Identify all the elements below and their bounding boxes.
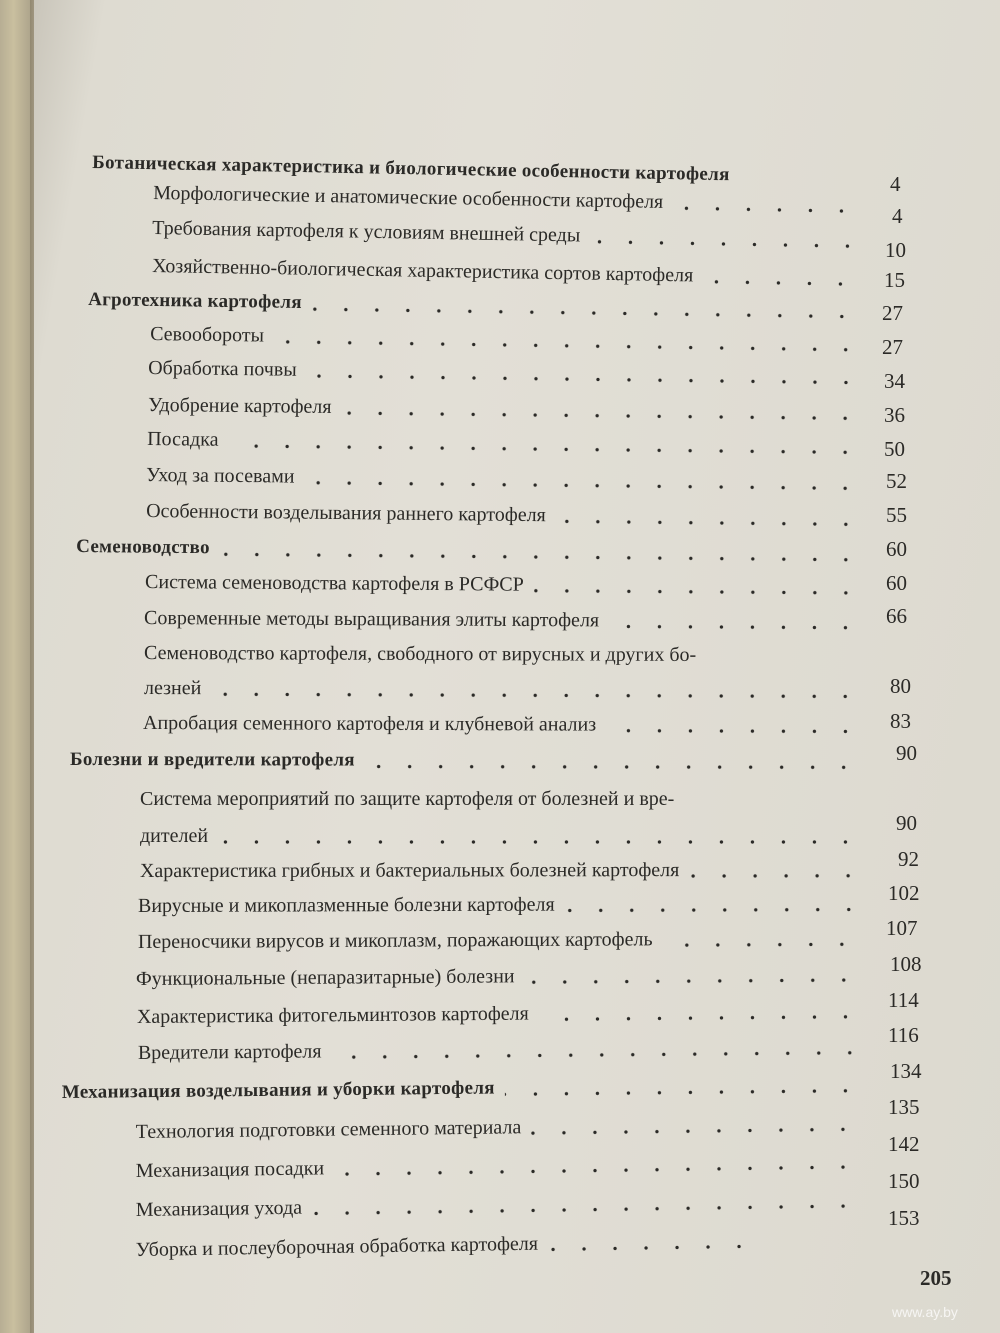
toc-page-number: 34 bbox=[884, 369, 905, 393]
toc-entry: Характеристика грибных и бактериальных болезней картофеля bbox=[140, 857, 875, 884]
leader-dots bbox=[534, 572, 864, 600]
toc-page-number: 107 bbox=[886, 916, 918, 940]
leader-dots bbox=[539, 998, 864, 1027]
leader-dots bbox=[211, 675, 864, 703]
toc-entry: Технология подготовки семенного материала bbox=[136, 1110, 870, 1145]
toc-section-title: Семеноводство bbox=[76, 534, 872, 567]
leader-dots bbox=[312, 290, 861, 324]
leader-dots bbox=[673, 189, 860, 218]
toc-page-number: 27 bbox=[882, 301, 903, 325]
leader-dots bbox=[341, 394, 864, 425]
toc-page-number: 142 bbox=[888, 1132, 920, 1156]
toc-entry: Уход за посевами bbox=[146, 462, 872, 496]
toc-entry: Вредители картофеля bbox=[138, 1034, 876, 1066]
toc-entry: Особенности возделывания раннего картофеля bbox=[146, 498, 872, 532]
toc-entry-continuation: лезней bbox=[144, 675, 872, 704]
toc-page-number: 60 bbox=[886, 537, 907, 561]
toc-section-title: Механизация возделывания и уборки картофеля bbox=[62, 1072, 872, 1106]
toc-entry-continuation: дителей bbox=[140, 823, 872, 849]
toc-page-number: 60 bbox=[886, 571, 907, 595]
toc-page-number: 66 bbox=[886, 604, 907, 628]
toc-entry: Севообороты bbox=[150, 321, 872, 357]
toc-page-number: 102 bbox=[888, 881, 920, 905]
leader-dots bbox=[307, 357, 865, 390]
leader-dots bbox=[565, 890, 867, 917]
toc-section-title: Агротехника картофеля bbox=[88, 287, 868, 324]
leader-dots bbox=[531, 1110, 862, 1140]
toc-entry: Посадка bbox=[147, 426, 872, 460]
toc-page-number: 27 bbox=[882, 335, 903, 359]
toc-page-number: 50 bbox=[884, 437, 905, 461]
toc-page-number: 90 bbox=[896, 811, 917, 835]
toc-entry: Морфологические и анатомические особенности картофеля bbox=[153, 180, 868, 218]
toc-page-number: 114 bbox=[888, 988, 919, 1012]
toc-entry: Система семеноводства картофеля в РСФСР bbox=[145, 569, 872, 600]
leader-dots bbox=[505, 1072, 864, 1102]
toc-page-number: 80 bbox=[890, 674, 911, 698]
leader-dots bbox=[590, 223, 866, 254]
toc-page-number: 4 bbox=[892, 204, 903, 228]
toc-entry: Хозяйственно-биологическая характеристика сортов картофеля bbox=[152, 253, 867, 291]
toc-page-number: 83 bbox=[890, 709, 911, 733]
toc-page-number: 134 bbox=[890, 1059, 922, 1083]
leader-dots bbox=[556, 502, 865, 531]
leader-dots bbox=[274, 323, 864, 357]
leader-dots bbox=[606, 712, 864, 739]
toc-page-number: 15 bbox=[884, 268, 905, 292]
toc-entry: Механизация ухода bbox=[136, 1187, 870, 1223]
leader-dots bbox=[331, 1034, 868, 1065]
leader-dots bbox=[548, 1227, 758, 1256]
toc-page-number: 90 bbox=[896, 741, 917, 765]
toc-entry: Удобрение картофеля bbox=[148, 392, 872, 426]
toc-entry: Характеристика фитогельминтозов картофеля bbox=[137, 998, 872, 1030]
toc-entry: Система мероприятий по защите картофеля от болезней и вре- bbox=[140, 788, 675, 810]
toc-page-number: 92 bbox=[898, 847, 919, 871]
toc-section-title: Ботаническая характеристика и биологические особенности картофеля bbox=[92, 152, 730, 186]
toc-entry: Механизация посадки bbox=[136, 1148, 870, 1184]
leader-dots bbox=[689, 857, 867, 883]
toc-entry: Функциональные (непаразитарные) болезни bbox=[136, 961, 870, 992]
toc-entry: Современные методы выращивания элиты картофеля bbox=[144, 605, 872, 635]
toc-section-title: Болезни и вредители картофеля bbox=[70, 747, 870, 774]
toc-page-number: 116 bbox=[888, 1023, 919, 1047]
watermark: www.ay.by bbox=[892, 1304, 958, 1320]
toc-page-number: 153 bbox=[888, 1206, 920, 1230]
toc-entry: Семеноводство картофеля, свободного от вирусных и других бо- bbox=[144, 642, 697, 666]
toc-entry: Переносчики вирусов и микоплазм, поражающих картофель bbox=[138, 925, 868, 955]
toc-page-number: 36 bbox=[884, 403, 905, 427]
toc-entry: Уборка и послеуборочная обработка картофеля bbox=[136, 1227, 766, 1263]
toc-page-number: 55 bbox=[886, 503, 907, 527]
leader-dots bbox=[609, 607, 864, 634]
toc-entry: Апробация семенного картофеля и клубневой анализ bbox=[143, 710, 872, 739]
leader-dots bbox=[662, 925, 860, 952]
leader-dots bbox=[304, 464, 864, 496]
page-number: 205 bbox=[920, 1266, 952, 1290]
leader-dots bbox=[218, 823, 864, 849]
leader-dots bbox=[524, 961, 862, 989]
toc-page-number: 10 bbox=[885, 238, 906, 262]
toc-page-number: 150 bbox=[888, 1169, 920, 1193]
leader-dots bbox=[703, 263, 859, 292]
toc-entry: Обработка почвы bbox=[148, 355, 872, 390]
leader-dots bbox=[365, 748, 862, 775]
toc-page-number: 52 bbox=[886, 469, 907, 493]
toc-page-number: 4 bbox=[890, 172, 901, 196]
leader-dots bbox=[220, 535, 864, 567]
leader-dots bbox=[334, 1148, 862, 1181]
leader-dots bbox=[228, 427, 864, 460]
toc-page-number: 135 bbox=[888, 1095, 920, 1119]
toc-page-number: 108 bbox=[890, 952, 922, 976]
leader-dots bbox=[312, 1187, 862, 1221]
toc-entry: Вирусные и микоплазменные болезни картофеля bbox=[138, 890, 875, 919]
toc-entry: Требования картофеля к условиям внешней среды bbox=[152, 215, 874, 254]
